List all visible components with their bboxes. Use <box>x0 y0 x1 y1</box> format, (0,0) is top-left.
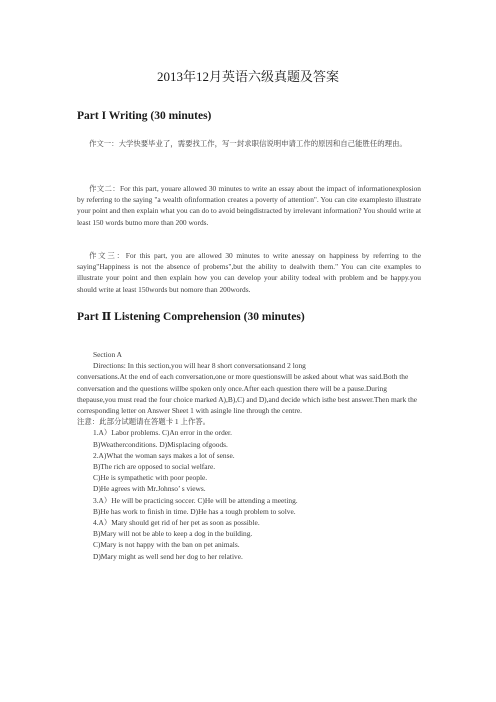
section-a <box>77 349 427 562</box>
question-line: C)He is sympathetic with poor people. <box>93 473 208 483</box>
question-line: B)The rich are opposed to social welfare. <box>93 462 216 472</box>
essay-prompt-2: 作文二：For this part, youare allowed 30 minutes to write an essay about the impact of informationexplosion by referring to the saying "a wealth ofinformation creates a poverty of attention". You can cite examplesto illustrate your point and then explain what you can do to avoid beingdistracted by irrelevant information? You should write at least 150 words butno more than 200 words. <box>77 184 421 227</box>
question-line: 4.A）Mary should get rid of her pet as soon as possible. <box>93 518 260 528</box>
question-line: 1.A）Labor problems. C)An error in the order. <box>93 428 232 438</box>
question-line: B)Weatherconditions. D)Misplacing ofgoods. <box>93 439 228 449</box>
directions-first-line: Directions: In this section,you will hear 8 short conversationsand 2 long <box>93 361 306 371</box>
essay-prompt-1: 作文一：大学快要毕业了，需要找工作，写一封求职信说明申请工作的原因和自己能胜任的理由。 <box>89 139 407 148</box>
part2-heading: Part Ⅱ Listening Comprehension (30 minutes) <box>77 311 305 323</box>
essay-prompt-3: 作文三：For this part, you are allowed 30 minutes to write anessay on happiness by referring to the saying"Happiness is not the absence of probems",but the ability to dealwith them." You can cite examples to illustrate your point and then explain how you can develop your ability todeal with problem and be happy.you should write at least 150words but nomore than 200words. <box>77 251 421 294</box>
question-line: D)Mary might as well send her dog to her relative. <box>93 551 243 561</box>
question-line: 2.A)What the woman says makes a lot of sense. <box>93 450 235 460</box>
part1-heading: Part I Writing (30 minutes) <box>77 110 212 122</box>
question-line: 3.A）He will be practicing soccer. C)He will be attending a meeting. <box>93 495 298 505</box>
section-a-label: Section A <box>93 350 122 359</box>
question-line: B)Mary will not be able to keep a dog in the building. <box>93 529 253 539</box>
directions-body: conversations.At the end of each conversation,one or more questionswill be asked about what was said.Both the conversation and the questions willbe spoken only once.After each question there will be a pause.During thepause,you must read the four choice marked A),B),C) and D),and decide which isthe best answer.Then mark the corresponding letter on Answer Sheet 1 with asingle line through the centre. <box>77 372 418 416</box>
question-items <box>77 427 427 561</box>
document-title: 2013年12月英语六级真题及答案 <box>156 69 339 84</box>
question-line: B)He has work to finish in time. D)He has a tough problem to solve. <box>93 506 296 516</box>
question-line: C)Mary is not happy with the ban on pet animals. <box>93 540 240 550</box>
question-line: D)He agrees with Mr.Johnso’ s views. <box>93 484 206 494</box>
answer-note: 注意：此部分试题请在答题卡 1 上作答。 <box>77 417 211 427</box>
